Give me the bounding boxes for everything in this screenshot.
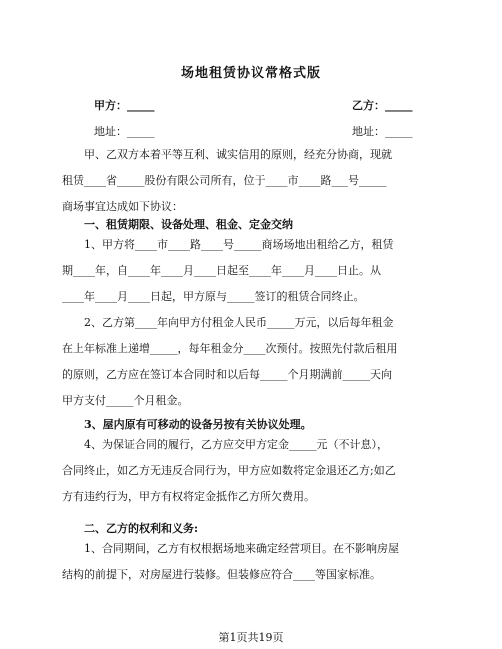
clause-line: 2、乙方第____年向甲方付租金人民币_____万元，以后每年租金	[84, 316, 394, 329]
section-2-heading: 二、乙方的权利和义务:	[84, 522, 199, 535]
clause-3: 3、屋内原有可移动的设备另按有关协议处理。	[84, 418, 312, 431]
clause-line: 方有违约行为，甲方有权将定金抵作乙方所欠费用。	[62, 490, 315, 503]
clause-4	[62, 432, 442, 510]
clause-line: 1、合同期间，乙方有权根据场地来确定经营项目。在不影响房屋	[84, 542, 399, 555]
document-title: 场地租赁协议常格式版	[180, 66, 321, 81]
clause-2-1	[62, 536, 442, 588]
intro-line: 商场事宜达成如下协议：	[62, 200, 183, 213]
intro-paragraph	[62, 142, 442, 220]
clause-line: 结构的前提下，对房屋进行装修。但装修应符合____等国家标准。	[62, 568, 381, 581]
party-a-label: 甲方：_____	[94, 99, 155, 112]
clause-1	[62, 232, 442, 310]
page-footer: 第1页共19页	[218, 631, 284, 644]
party-b-address: 地址：_____	[352, 125, 413, 138]
clause-line: 1、甲方将____市____路____号_____商场场地出租给乙方，租赁	[84, 238, 394, 251]
party-b-label: 乙方：_____	[352, 99, 413, 112]
clause-2	[62, 310, 442, 414]
clause-line: ____年____月____日起，甲方原与_____签订的租赁合同终止。	[62, 290, 365, 303]
intro-line: 甲、乙双方本着平等互利、诚实信用的原则，经充分协商，现就	[84, 148, 392, 161]
intro-line: 租赁____省_____股份有限公司所有，位于____市____路___号_____	[62, 174, 387, 187]
clause-line: 在上年标准上递增_____，每年租金分____次预付。按照先付款后租用	[62, 342, 398, 355]
clause-line: 4、为保证合同的履行，乙方应交甲方定金_____元（不计息），	[84, 438, 388, 451]
party-a-address: 地址：_____	[94, 125, 155, 138]
clause-line: 的原则，乙方应在签订本合同时和以后每_____个月期满前_____天向	[62, 368, 392, 381]
clause-line: 甲方支付_____个月租金。	[62, 394, 189, 407]
section-1-heading: 一、租赁期限、设备处理、租金、定金交纳	[84, 218, 293, 231]
clause-line: 合同终止，如乙方无违反合同行为，甲方应如数将定金退还乙方;如乙	[62, 464, 396, 477]
clause-line: 期____年，自____年____月____日起至____年____月____日止。从	[62, 264, 381, 277]
